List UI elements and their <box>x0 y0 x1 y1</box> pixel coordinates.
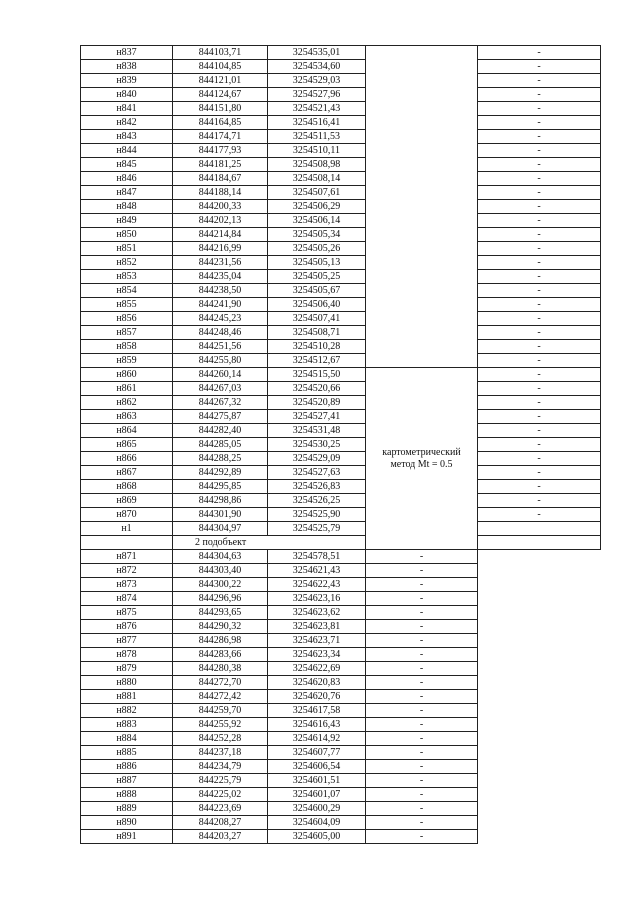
y-coordinate: 3254505,26 <box>268 242 366 256</box>
y-coordinate: 3254531,48 <box>268 424 366 438</box>
point-id: н874 <box>81 592 173 606</box>
accuracy-value: - <box>478 102 601 116</box>
x-coordinate: 844286,98 <box>173 634 268 648</box>
point-id: н863 <box>81 410 173 424</box>
y-coordinate: 3254604,09 <box>268 816 366 830</box>
y-coordinate: 3254507,41 <box>268 312 366 326</box>
y-coordinate: 3254601,51 <box>268 774 366 788</box>
accuracy-value: - <box>366 718 478 732</box>
point-id: н860 <box>81 368 173 382</box>
table-row <box>81 802 601 816</box>
x-coordinate: 844103,71 <box>173 46 268 60</box>
table-row <box>81 354 601 368</box>
x-coordinate: 844298,86 <box>173 494 268 508</box>
x-coordinate: 844259,70 <box>173 704 268 718</box>
table-row <box>81 480 601 494</box>
accuracy-value: - <box>478 256 601 270</box>
x-coordinate: 844272,42 <box>173 690 268 704</box>
x-coordinate: 844216,99 <box>173 242 268 256</box>
x-coordinate: 844203,27 <box>173 830 268 844</box>
x-coordinate: 844208,27 <box>173 816 268 830</box>
y-coordinate: 3254505,13 <box>268 256 366 270</box>
y-coordinate: 3254508,71 <box>268 326 366 340</box>
y-coordinate: 3254505,25 <box>268 270 366 284</box>
point-id: н842 <box>81 116 173 130</box>
accuracy-value: - <box>366 578 478 592</box>
point-id: н880 <box>81 676 173 690</box>
table-row <box>81 494 601 508</box>
y-coordinate: 3254614,92 <box>268 732 366 746</box>
y-coordinate: 3254530,25 <box>268 438 366 452</box>
table-row <box>81 186 601 200</box>
y-coordinate: 3254616,43 <box>268 718 366 732</box>
point-id: н882 <box>81 704 173 718</box>
point-id: н838 <box>81 60 173 74</box>
x-coordinate: 844272,70 <box>173 676 268 690</box>
accuracy-value: - <box>478 354 601 368</box>
table-row <box>81 74 601 88</box>
y-coordinate: 3254511,53 <box>268 130 366 144</box>
x-coordinate: 844177,93 <box>173 144 268 158</box>
x-coordinate: 844245,23 <box>173 312 268 326</box>
accuracy-value: - <box>478 144 601 158</box>
accuracy-value: - <box>478 312 601 326</box>
x-coordinate: 844184,67 <box>173 172 268 186</box>
point-id: н879 <box>81 662 173 676</box>
x-coordinate: 844214,84 <box>173 228 268 242</box>
point-id: н847 <box>81 186 173 200</box>
table-row <box>81 522 601 536</box>
x-coordinate: 844231,56 <box>173 256 268 270</box>
point-id: н856 <box>81 312 173 326</box>
point-id: н876 <box>81 620 173 634</box>
x-coordinate: 844174,71 <box>173 130 268 144</box>
x-coordinate: 844121,01 <box>173 74 268 88</box>
y-coordinate: 3254525,79 <box>268 522 366 536</box>
x-coordinate: 844252,28 <box>173 732 268 746</box>
empty-cell <box>478 536 601 550</box>
method-line-2: метод Mt = 0.5 <box>390 458 453 470</box>
accuracy-value: - <box>478 242 601 256</box>
y-coordinate: 3254508,14 <box>268 172 366 186</box>
x-coordinate: 844285,05 <box>173 438 268 452</box>
x-coordinate: 844267,03 <box>173 382 268 396</box>
point-id: н851 <box>81 242 173 256</box>
table-row <box>81 592 601 606</box>
y-coordinate: 3254601,07 <box>268 788 366 802</box>
point-id: н850 <box>81 228 173 242</box>
table-row <box>81 466 601 480</box>
point-id: н848 <box>81 200 173 214</box>
x-coordinate: 844237,18 <box>173 746 268 760</box>
table-row <box>81 312 601 326</box>
accuracy-value: - <box>478 424 601 438</box>
point-id: н881 <box>81 690 173 704</box>
accuracy-value: - <box>366 550 478 564</box>
accuracy-value: - <box>478 494 601 508</box>
accuracy-value: - <box>478 200 601 214</box>
accuracy-value: - <box>366 802 478 816</box>
table-row <box>81 438 601 452</box>
table-body-block-3 <box>81 550 601 844</box>
y-coordinate: 3254525,90 <box>268 508 366 522</box>
accuracy-value: - <box>366 774 478 788</box>
accuracy-value: - <box>478 480 601 494</box>
point-id: н1 <box>81 522 173 536</box>
x-coordinate: 844288,25 <box>173 452 268 466</box>
accuracy-value: - <box>478 466 601 480</box>
method-cell <box>366 368 478 550</box>
x-coordinate: 844260,14 <box>173 368 268 382</box>
accuracy-value: - <box>366 788 478 802</box>
table-row <box>81 116 601 130</box>
accuracy-value: - <box>478 270 601 284</box>
x-coordinate: 844292,89 <box>173 466 268 480</box>
table-row <box>81 368 601 382</box>
y-coordinate: 3254623,81 <box>268 620 366 634</box>
y-coordinate: 3254621,43 <box>268 564 366 578</box>
accuracy-value: - <box>478 74 601 88</box>
accuracy-value: - <box>366 662 478 676</box>
table-row <box>81 382 601 396</box>
x-coordinate: 844234,79 <box>173 760 268 774</box>
point-id: н861 <box>81 382 173 396</box>
y-coordinate: 3254526,83 <box>268 480 366 494</box>
point-id: н865 <box>81 438 173 452</box>
accuracy-value: - <box>478 438 601 452</box>
y-coordinate: 3254505,67 <box>268 284 366 298</box>
table-row <box>81 718 601 732</box>
table-row <box>81 564 601 578</box>
x-coordinate: 844225,02 <box>173 788 268 802</box>
x-coordinate: 844188,14 <box>173 186 268 200</box>
accuracy-value: - <box>366 732 478 746</box>
point-id: н890 <box>81 816 173 830</box>
x-coordinate: 844181,25 <box>173 158 268 172</box>
y-coordinate: 3254520,66 <box>268 382 366 396</box>
point-id: н866 <box>81 452 173 466</box>
accuracy-value: - <box>366 564 478 578</box>
accuracy-value: - <box>478 508 601 522</box>
y-coordinate: 3254510,28 <box>268 340 366 354</box>
table-row <box>81 690 601 704</box>
y-coordinate: 3254617,58 <box>268 704 366 718</box>
table-row <box>81 816 601 830</box>
table-row <box>81 88 601 102</box>
x-coordinate: 844238,50 <box>173 284 268 298</box>
point-id: н857 <box>81 326 173 340</box>
table-row <box>81 788 601 802</box>
y-coordinate: 3254529,09 <box>268 452 366 466</box>
y-coordinate: 3254605,00 <box>268 830 366 844</box>
accuracy-value: - <box>366 592 478 606</box>
table-row <box>81 340 601 354</box>
point-id: н855 <box>81 298 173 312</box>
x-coordinate: 844202,13 <box>173 214 268 228</box>
y-coordinate: 3254516,41 <box>268 116 366 130</box>
x-coordinate: 844255,92 <box>173 718 268 732</box>
accuracy-value: - <box>366 746 478 760</box>
table-row <box>81 410 601 424</box>
point-id: н891 <box>81 830 173 844</box>
point-id: н846 <box>81 172 173 186</box>
accuracy-value: - <box>366 648 478 662</box>
x-coordinate: 844293,65 <box>173 606 268 620</box>
y-coordinate: 3254623,16 <box>268 592 366 606</box>
accuracy-value: - <box>478 382 601 396</box>
point-id: н839 <box>81 74 173 88</box>
accuracy-value <box>478 522 601 536</box>
y-coordinate: 3254527,63 <box>268 466 366 480</box>
point-id: н886 <box>81 760 173 774</box>
point-id: н858 <box>81 340 173 354</box>
accuracy-value: - <box>478 46 601 60</box>
x-coordinate: 844301,90 <box>173 508 268 522</box>
x-coordinate: 844296,96 <box>173 592 268 606</box>
accuracy-value: - <box>478 326 601 340</box>
y-coordinate: 3254527,41 <box>268 410 366 424</box>
y-coordinate: 3254515,50 <box>268 368 366 382</box>
table-row <box>81 676 601 690</box>
point-id: н873 <box>81 578 173 592</box>
point-id: н841 <box>81 102 173 116</box>
table-row <box>81 228 601 242</box>
coordinates-table <box>80 45 601 844</box>
y-coordinate: 3254620,83 <box>268 676 366 690</box>
accuracy-value: - <box>478 130 601 144</box>
accuracy-value: - <box>478 228 601 242</box>
x-coordinate: 844248,46 <box>173 326 268 340</box>
table-row <box>81 270 601 284</box>
x-coordinate: 844124,67 <box>173 88 268 102</box>
y-coordinate: 3254527,96 <box>268 88 366 102</box>
point-id: н837 <box>81 46 173 60</box>
y-coordinate: 3254526,25 <box>268 494 366 508</box>
y-coordinate: 3254623,62 <box>268 606 366 620</box>
y-coordinate: 3254622,69 <box>268 662 366 676</box>
subobject-row <box>81 536 601 550</box>
x-coordinate: 844235,04 <box>173 270 268 284</box>
x-coordinate: 844275,87 <box>173 410 268 424</box>
accuracy-value: - <box>366 690 478 704</box>
accuracy-value: - <box>478 88 601 102</box>
table-row <box>81 634 601 648</box>
x-coordinate: 844304,97 <box>173 522 268 536</box>
table-row <box>81 256 601 270</box>
x-coordinate: 844282,40 <box>173 424 268 438</box>
accuracy-value: - <box>478 284 601 298</box>
accuracy-value: - <box>478 116 601 130</box>
point-id: н840 <box>81 88 173 102</box>
y-coordinate: 3254534,60 <box>268 60 366 74</box>
y-coordinate: 3254535,01 <box>268 46 366 60</box>
y-coordinate: 3254507,61 <box>268 186 366 200</box>
point-id: н864 <box>81 424 173 438</box>
x-coordinate: 844241,90 <box>173 298 268 312</box>
table-row <box>81 200 601 214</box>
x-coordinate: 844151,80 <box>173 102 268 116</box>
y-coordinate: 3254606,54 <box>268 760 366 774</box>
point-id: н889 <box>81 802 173 816</box>
x-coordinate: 844267,32 <box>173 396 268 410</box>
method-line-1: картометрический <box>382 446 461 458</box>
y-coordinate: 3254521,43 <box>268 102 366 116</box>
table-row <box>81 662 601 676</box>
point-id: н854 <box>81 284 173 298</box>
y-coordinate: 3254512,67 <box>268 354 366 368</box>
x-coordinate: 844280,38 <box>173 662 268 676</box>
x-coordinate: 844223,69 <box>173 802 268 816</box>
y-coordinate: 3254623,71 <box>268 634 366 648</box>
table-row <box>81 60 601 74</box>
table-row <box>81 326 601 340</box>
table-row <box>81 284 601 298</box>
y-coordinate: 3254529,03 <box>268 74 366 88</box>
table-row <box>81 830 601 844</box>
point-id: н843 <box>81 130 173 144</box>
point-id: н844 <box>81 144 173 158</box>
y-coordinate: 3254607,77 <box>268 746 366 760</box>
accuracy-value: - <box>478 172 601 186</box>
empty-cell <box>81 536 173 550</box>
point-id: н871 <box>81 550 173 564</box>
y-coordinate: 3254620,76 <box>268 690 366 704</box>
y-coordinate: 3254508,98 <box>268 158 366 172</box>
accuracy-value: - <box>478 368 601 382</box>
x-coordinate: 844251,56 <box>173 340 268 354</box>
point-id: н868 <box>81 480 173 494</box>
point-id: н849 <box>81 214 173 228</box>
table-row <box>81 298 601 312</box>
table-row <box>81 578 601 592</box>
accuracy-value: - <box>366 676 478 690</box>
point-id: н883 <box>81 718 173 732</box>
point-id: н853 <box>81 270 173 284</box>
point-id: н862 <box>81 396 173 410</box>
x-coordinate: 844290,32 <box>173 620 268 634</box>
accuracy-value: - <box>478 396 601 410</box>
accuracy-value: - <box>478 158 601 172</box>
table-row <box>81 704 601 718</box>
accuracy-value: - <box>366 830 478 844</box>
table-row <box>81 550 601 564</box>
accuracy-value: - <box>478 452 601 466</box>
table-row <box>81 508 601 522</box>
y-coordinate: 3254506,14 <box>268 214 366 228</box>
accuracy-value: - <box>478 60 601 74</box>
point-id: н867 <box>81 466 173 480</box>
y-coordinate: 3254510,11 <box>268 144 366 158</box>
point-id: н884 <box>81 732 173 746</box>
x-coordinate: 844300,22 <box>173 578 268 592</box>
table-row <box>81 606 601 620</box>
point-id: н885 <box>81 746 173 760</box>
point-id: н870 <box>81 508 173 522</box>
x-coordinate: 844303,40 <box>173 564 268 578</box>
y-coordinate: 3254578,51 <box>268 550 366 564</box>
table-row <box>81 214 601 228</box>
y-coordinate: 3254600,29 <box>268 802 366 816</box>
x-coordinate: 844283,66 <box>173 648 268 662</box>
y-coordinate: 3254505,34 <box>268 228 366 242</box>
method-cell <box>366 46 478 368</box>
table-body-block-1 <box>81 46 601 368</box>
table-row <box>81 396 601 410</box>
table-row <box>81 424 601 438</box>
point-id: н852 <box>81 256 173 270</box>
table-row <box>81 158 601 172</box>
point-id: н877 <box>81 634 173 648</box>
table-row <box>81 732 601 746</box>
point-id: н888 <box>81 788 173 802</box>
table-body-block-2 <box>81 368 601 550</box>
accuracy-value: - <box>478 186 601 200</box>
accuracy-value: - <box>366 634 478 648</box>
table-row <box>81 760 601 774</box>
x-coordinate: 844104,85 <box>173 60 268 74</box>
x-coordinate: 844295,85 <box>173 480 268 494</box>
table-row <box>81 746 601 760</box>
x-coordinate: 844225,79 <box>173 774 268 788</box>
x-coordinate: 844255,80 <box>173 354 268 368</box>
point-id: н887 <box>81 774 173 788</box>
table-row <box>81 46 601 60</box>
y-coordinate: 3254506,29 <box>268 200 366 214</box>
accuracy-value: - <box>478 340 601 354</box>
table-row <box>81 452 601 466</box>
point-id: н878 <box>81 648 173 662</box>
y-coordinate: 3254623,34 <box>268 648 366 662</box>
point-id: н869 <box>81 494 173 508</box>
accuracy-value: - <box>478 410 601 424</box>
subobject-label: 2 подобъект <box>173 536 366 550</box>
accuracy-value: - <box>478 298 601 312</box>
point-id: н875 <box>81 606 173 620</box>
accuracy-value: - <box>366 606 478 620</box>
table-row <box>81 620 601 634</box>
table-row <box>81 130 601 144</box>
y-coordinate: 3254520,89 <box>268 396 366 410</box>
point-id: н872 <box>81 564 173 578</box>
table-row <box>81 172 601 186</box>
point-id: н859 <box>81 354 173 368</box>
accuracy-value: - <box>478 214 601 228</box>
accuracy-value: - <box>366 760 478 774</box>
table-row <box>81 774 601 788</box>
accuracy-value: - <box>366 620 478 634</box>
y-coordinate: 3254506,40 <box>268 298 366 312</box>
table-row <box>81 102 601 116</box>
x-coordinate: 844164,85 <box>173 116 268 130</box>
table-row <box>81 144 601 158</box>
x-coordinate: 844304,63 <box>173 550 268 564</box>
table-row <box>81 648 601 662</box>
x-coordinate: 844200,33 <box>173 200 268 214</box>
accuracy-value: - <box>366 704 478 718</box>
table-row <box>81 242 601 256</box>
point-id: н845 <box>81 158 173 172</box>
y-coordinate: 3254622,43 <box>268 578 366 592</box>
accuracy-value: - <box>366 816 478 830</box>
